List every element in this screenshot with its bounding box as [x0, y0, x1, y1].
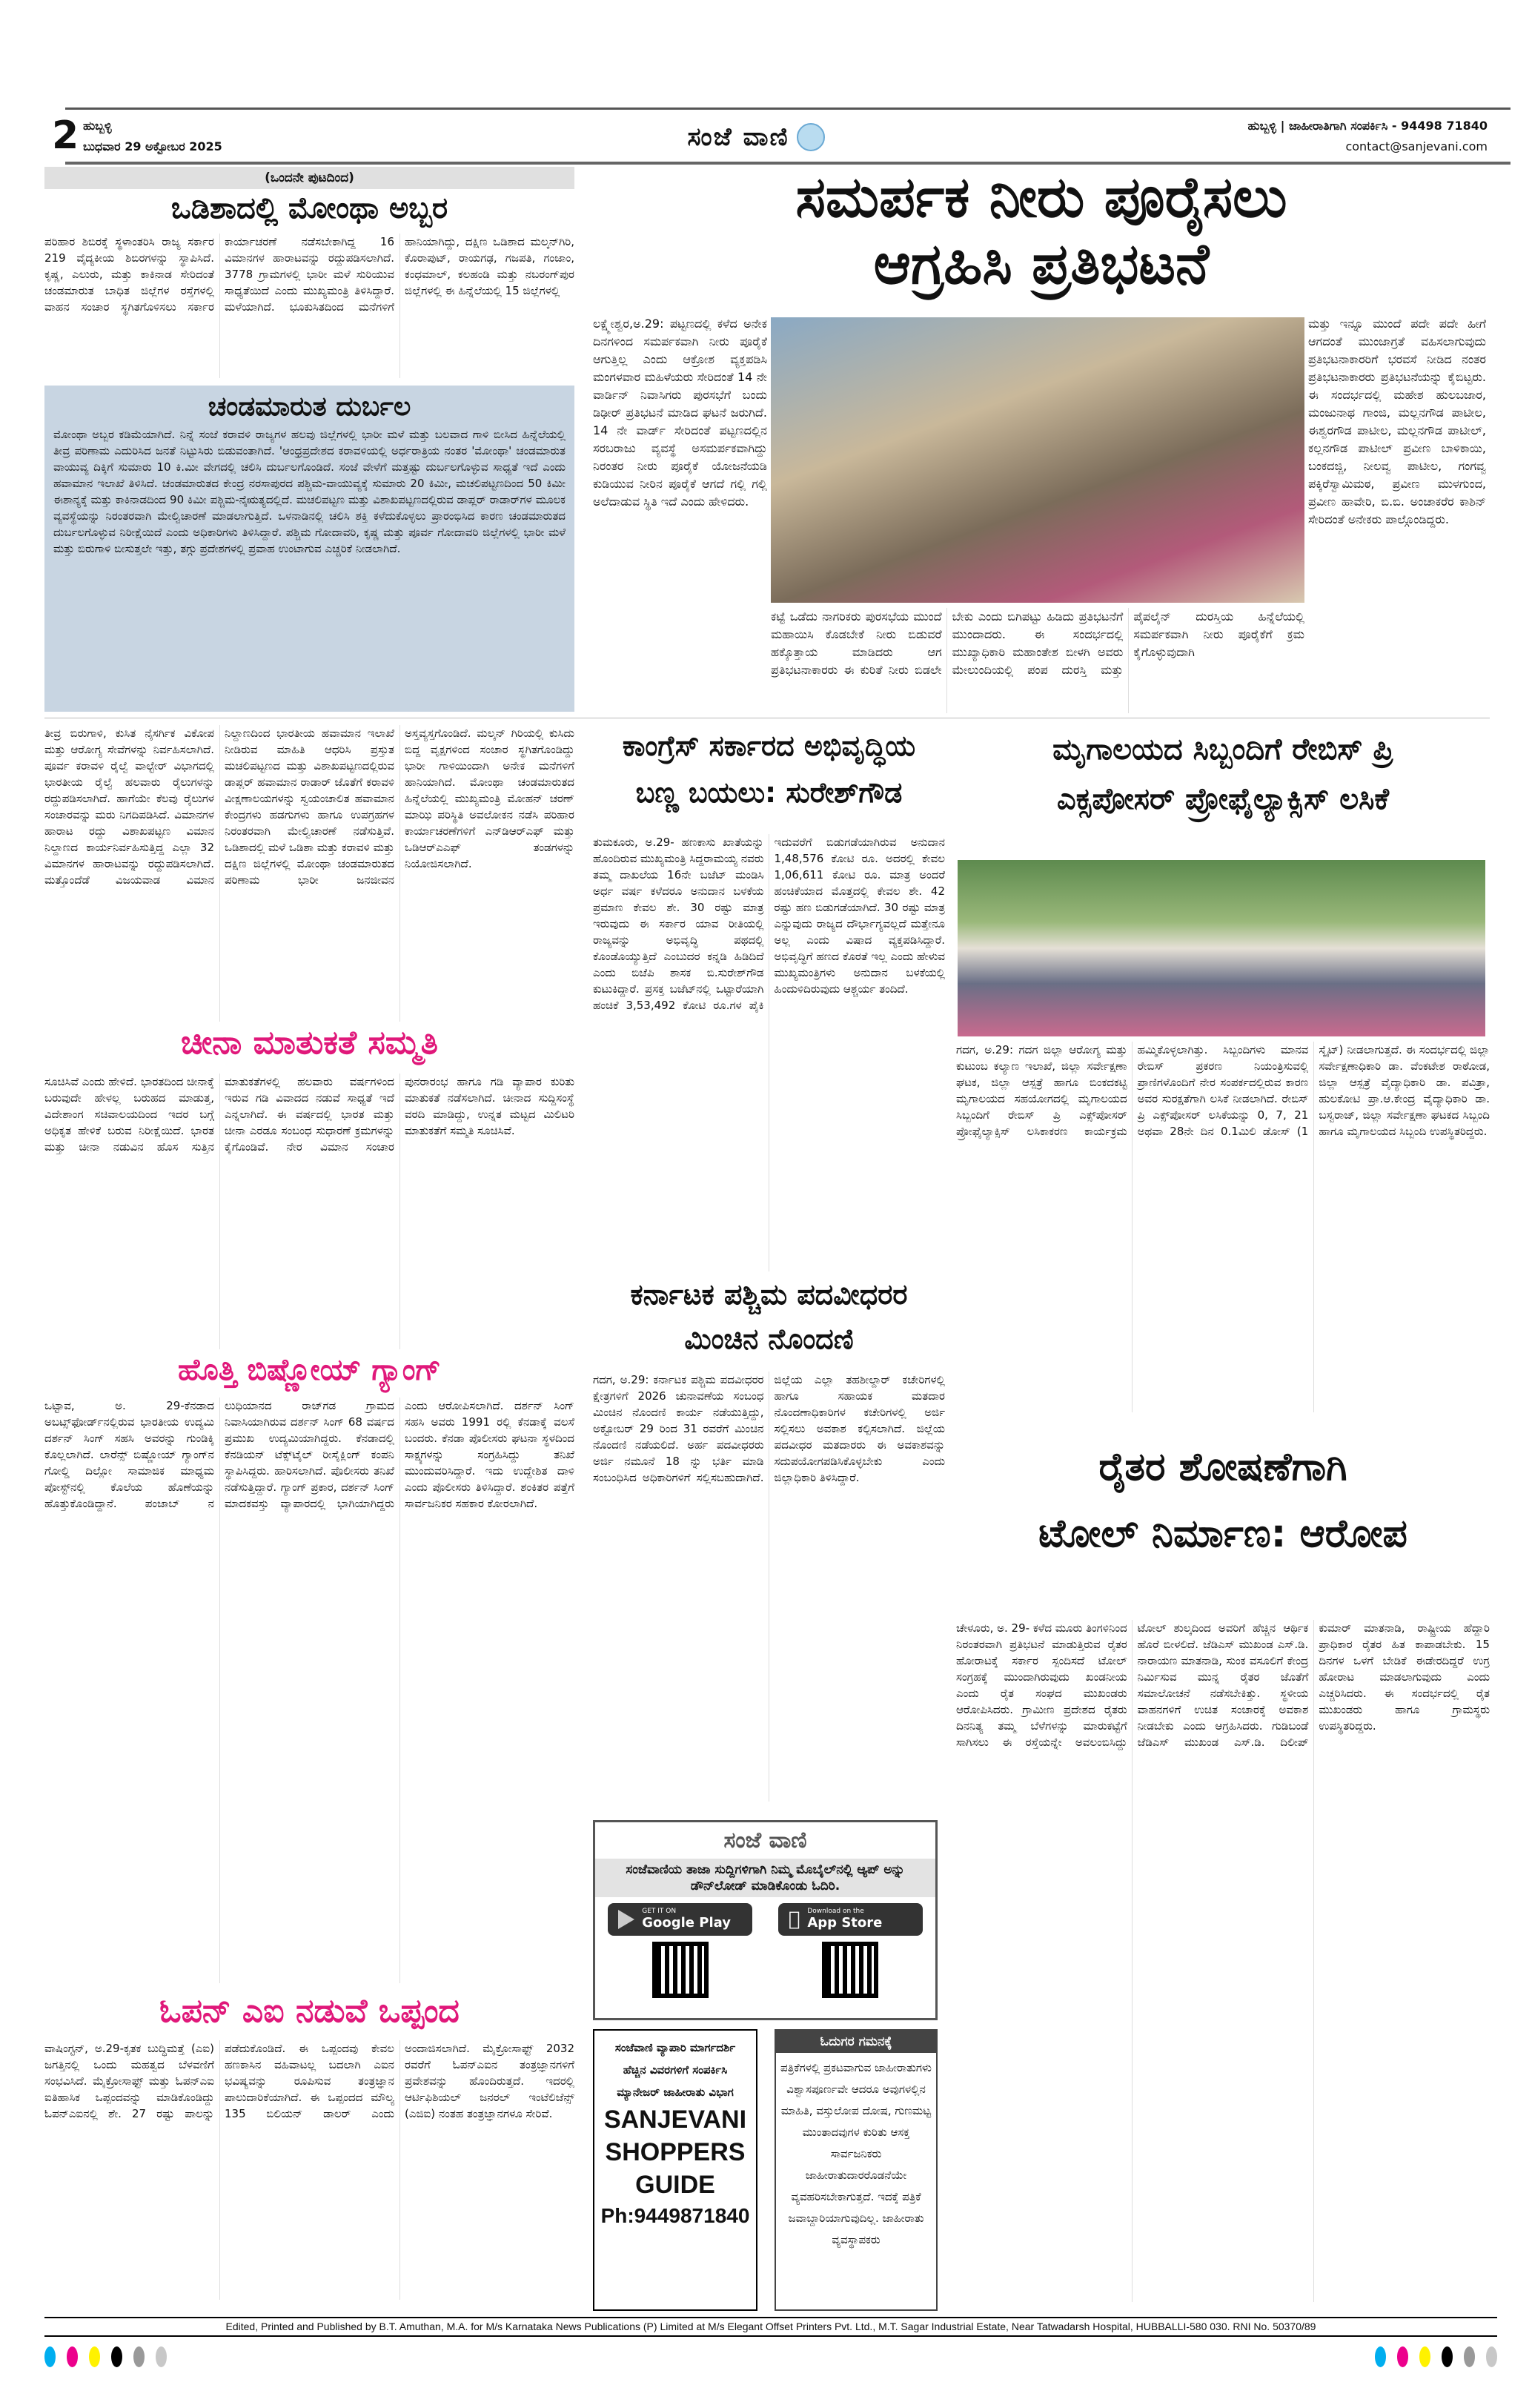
- water-headline-2: ಆಗ್ರಹಿಸಿ ಪ್ರತಿಭಟನೆ: [873, 231, 1210, 297]
- dove-icon: [797, 123, 825, 151]
- cyclone-body: ಮೋಂಥಾ ಅಬ್ಬರ ಕಡಿಮೆಯಾಗಿದೆ. ನಿನ್ನೆ ಸಂಜೆ ಕರಾವಳಿ ರಾಜ್ಯಗಳ ಹಲವು ಜಿಲ್ಲೆಗಳಲ್ಲಿ ಭಾರೀ ಮಳೆ ಮತ್ತು ಬಲವಾದ ಗಾಳಿ ಬೀಸಿದ ಹಿನ್ನೆಲೆಯಲ್ಲಿ ತೀವ್ರ ಪರಿಣಾಮ ಎದುರಿಸಿದ ಜನತೆ ನಿಟ್ಟುಸಿರು ಬಿಡುವಂತಾಗಿದೆ. 'ಆಂಧ್ರಪ್ರದೇಶದ ಕರಾವಳಿಯಲ್ಲಿ ಅರ್ಧರಾತ್ರಿಯ ನಂತರ 'ಮೋಂಥಾ' ಚಂಡಮಾರುತ ವಾಯುವ್ಯ ದಿಕ್ಕಿಗೆ ಸುಮಾರು 10 ಕಿ.ಮೀ ವೇಗದಲ್ಲಿ ಚಲಿಸಿ ದುರ್ಬಲಗೊಂಡಿದೆ. ಸಂಜೆ ವೇಳೆಗೆ ಮತ್ತಷ್ಟು ದುರ್ಬಲಗೊಳ್ಳುವ ಸಾಧ್ಯತೆ ಇದೆ ಎಂದು ಹವಾಮಾನ ಇಲಾಖೆ ತಿಳಿಸಿದೆ. ಚಂಡಮಾರುತದ ಕೇಂದ್ರ ನರಸಾಪುರದ ಪಶ್ಚಿಮ-ವಾಯುವ್ಯಕ್ಕೆ ಸುಮಾರು 20 ಕಿಮೀ, ಮಚಲಿಪಟ್ಟಣದಿಂದ 50 ಕಿಮೀ ಈಶಾನ್ಯಕ್ಕೆ ಮತ್ತು ಕಾಕಿನಾಡದಿಂದ 90 ಕಿಮೀ ಪಶ್ಚಿಮ-ನೈಋತ್ಯದಲ್ಲಿದೆ. ಮಚಲಿಪಟ್ಟಣ ಮತ್ತು ವಿಶಾಖಪಟ್ಟಣದಲ್ಲಿರುವ ಡಾಪ್ಲರ್ ರಾಡಾರ್‌ಗಳ ಮೂಲಕ ವ್ಯವಸ್ಥೆಯನ್ನು ನಿರಂತರವಾಗಿ ಮೇಲ್ವಿಚಾರಣೆ ಮಾಡಲಾಗುತ್ತಿದೆ. ಒಳನಾಡಿನಲ್ಲಿ ಚಲಿಸಿ ಶಕ್ತಿ ಕಳೆದುಕೊಳ್ಳಲು ಪ್ರಾರಂಭಿಸಿದ ಕಾರಣ ಚಂಡಮಾರುತದ ದುರ್ಬಲಗೊಳ್ಳುವ ನಿರೀಕ್ಷೆಯಿದೆ ಎಂದು ಅಧಿಕಾರಿಗಳು ತಿಳಿಸಿದ್ದಾರೆ. ಪಶ್ಚಿಮ ಗೋದಾವರಿ, ಕೃಷ್ಣ ಮತ್ತು ಪೂರ್ವ ಗೋದಾವರಿ ಜಿಲ್ಲೆಗಳಲ್ಲಿ ಭಾರೀ ಮಳೆ ಮತ್ತು ಬಿರುಗಾಳಿ ಬೀಸುತ್ತಲೇ ಇತ್ತು, ತಗ್ಗು ಪ್ರದೇಶಗಳಲ್ಲಿ ಪ್ರವಾಹ ಉಂಟಾಗುವ ಎಚ್ಚರಿಕೆ ನೀಡಲಾಗಿದೆ.: [53, 428, 566, 556]
- shoppers-title-1: SANJEVANI: [603, 2106, 747, 2134]
- apple-icon: [789, 1908, 800, 1931]
- odisha-headline: ಒಡಿಶಾದಲ್ಲಿ ಮೋಂಥಾ ಅಬ್ಬರ: [170, 191, 448, 225]
- masthead-logo: [630, 119, 882, 156]
- graduates-headline-2: ಮಿಂಚಿನ ನೊಂದಣಿ: [684, 1323, 854, 1355]
- cyclone-headline: ಚಂಡಮಾರುತ ದುರ್ಬಲ: [208, 391, 411, 422]
- toll-headline-2: ಟೋಲ್ ನಿರ್ಮಾಣ: ಆರೋಪ: [1038, 1512, 1407, 1556]
- shoppers-title-2: SHOPPERS: [605, 2138, 746, 2166]
- header-contact: ಹುಬ್ಬಳ್ಳಿ | ಜಾಹೀರಾತಿಗಾಗಿ ಸಂಪರ್ಕಿಸಿ - 94498 71840: [1247, 119, 1488, 133]
- rabies-body: ಗದಗ, ಅ.29: ಗದಗ ಜಿಲ್ಲಾ ಆರೋಗ್ಯ ಮತ್ತು ಕುಟುಂಬ ಕಲ್ಯಾಣ ಇಲಾಖೆ, ಜಿಲ್ಲಾ ಸರ್ವೇಕ್ಷಣಾ ಘಟಕ, ಜಿಲ್ಲಾ ಆಸ್ಪತ್ರೆ ಹಾಗೂ ಬಿಂಕದಕಟ್ಟಿ ಮೃಗಾಲಯದ ಸಹಯೋಗದಲ್ಲಿ ಮೃಗಾಲಯದ ಸಿಬ್ಬಂದಿಗೆ ರೇಬಿಸ್ ಪ್ರಿ ಎಕ್ಸ್‌ಪೋಸರ್ ಪ್ರೋಫೈಲ್ಯಾಕ್ಸಿಸ್ ಲಸಿಕಾಕರಣ ಕಾರ್ಯಕ್ರಮ ಹಮ್ಮಿಕೊಳ್ಳಲಾಗಿತ್ತು. ಸಿಬ್ಬಂದಿಗಳು ಮಾನವ ರೇಬಿಸ್ ಪ್ರಕರಣ ನಿಯಂತ್ರಿಸುವಲ್ಲಿ ಪ್ರಾಣಿಗಳೊಂದಿಗೆ ನೇರ ಸಂಪರ್ಕದಲ್ಲಿರುವ ಕಾರಣ ಅವರ ಸುರಕ್ಷತೆಗಾಗಿ ಲಸಿಕೆ ನೀಡಲಾಗಿದೆ. ರೇಬಿಸ್ ಪ್ರಿ ಎಕ್ಸ್‌ಪೋಸರ್ ಲಸಿಕೆಯನ್ನು 0, 7, 21 ಅಥವಾ 28ನೇ ದಿನ 0.1ಮಿಲಿ ಡೋಸ್ (1 ಸ್ಕೈಟ್) ನೀಡಲಾಗುತ್ತದೆ. ಈ ಸಂದರ್ಭದಲ್ಲಿ ಜಿಲ್ಲಾ ಸರ್ವೇಕ್ಷಣಾಧಿಕಾರಿ ಡಾ. ವೆಂಕಟೇಶ ರಾಠೋಡ, ಜಿಲ್ಲಾ ಆಸ್ಪತ್ರೆ ವೈದ್ಯಾಧಿಕಾರಿ ಡಾ. ಪವಿತ್ರಾ, ಹುಲಕೋಟಿ ಪ್ರಾ.ಆ.ಕೇಂದ್ರ ವೈದ್ಯಾಧಿಕಾರಿ ಡಾ. ಬಸ್ವರಾಜ್, ಜಿಲ್ಲಾ ಸರ್ವೇಕ್ಷಣಾ ಘಟಕದ ಸಿಬ್ಬಂದಿ ಹಾಗೂ ಮೃಗಾಲಯದ ಸಿಬ್ಬಂದಿ ಉಪಸ್ಥಿತರಿದ್ದರು.: [956, 1043, 1490, 1138]
- header-city: ಹುಬ್ಬಳ್ಳಿ: [83, 119, 112, 133]
- app-store-small: Download on the: [795, 1908, 853, 1915]
- google-play-badge[interactable]: [608, 1903, 752, 1936]
- header-date: ಬುಧವಾರ 29 ಅಕ್ಟೋಬರ 2025: [83, 139, 222, 153]
- app-ad-text: ಸಂಜೆವಾಣಿಯ ತಾಜಾ ಸುದ್ದಿಗಳಿಗಾಗಿ ನಿಮ್ಮ ಮೊಬೈಲ್‌ನಲ್ಲಿ ಆ್ಯಪ್ ಅನ್ನು ಡೌನ್‌ಲೋಡ್ ಮಾಡಿಕೊಂಡು ಓದಿರಿ.: [595, 1859, 935, 1897]
- shoppers-title-3: GUIDE: [635, 2171, 715, 2199]
- shoppers-line-2: ಹೆಚ್ಚಿನ ವಿವರಗಳಿಗೆ ಸಂಪರ್ಕಿಸಿ: [623, 2063, 728, 2077]
- graduates-body: ಗದಗ, ಅ.29: ಕರ್ನಾಟಕ ಪಶ್ಚಿಮ ಪದವೀಧರರ ಕ್ಷೇತ್ರಗಳಿಗೆ 2026 ಚುನಾವಣೆಯ ಸಂಬಂಧ ಮಿಂಚಿನ ನೊಂದಣಿ ಕಾರ್ಯ ನಡೆಯುತ್ತಿದ್ದು, ಅಕ್ಟೋಬರ್ 29 ರಿಂದ 31 ರವರೆಗೆ ಮಿಂಚಿನ ನೊಂದಣಿ ನಡೆಯಲಿದೆ. ಅರ್ಹ ಪದವೀಧರರು ಅರ್ಜಿ ನಮೂನೆ 18 ನ್ನು ಭರ್ತಿ ಮಾಡಿ ಸಂಬಂಧಿಸಿದ ಅಧಿಕಾರಿಗಳಿಗೆ ಸಲ್ಲಿಸಬಹುದಾಗಿದೆ. ಜಿಲ್ಲೆಯ ಎಲ್ಲಾ ತಹಶೀಲ್ದಾರ್ ಕಚೇರಿಗಳಲ್ಲಿ ಹಾಗೂ ಸಹಾಯಕ ಮತದಾರ ನೊಂದಣಾಧಿಕಾರಿಗಳ ಕಚೇರಿಗಳಲ್ಲಿ ಅರ್ಜಿ ಸಲ್ಲಿಸಲು ಅವಕಾಶ ಕಲ್ಪಿಸಲಾಗಿದೆ. ಜಿಲ್ಲೆಯ ಪದವೀಧರ ಮತದಾರರು ಈ ಅವಕಾಶವನ್ನು ಸದುಪಯೋಗಪಡಿಸಿಕೊಳ್ಳಬೇಕು ಎಂದು ಜಿಲ್ಲಾಧಿಕಾರಿ ತಿಳಿಸಿದ್ದಾರೆ.: [593, 1373, 945, 1484]
- app-store-big: App Store: [795, 1915, 871, 1931]
- odisha-body: ಪರಿಹಾರ ಶಿಬಿರಕ್ಕೆ ಸ್ಥಳಾಂತರಿಸಿ ರಾಜ್ಯ ಸರ್ಕಾರ 219 ವೈದ್ಯಕೀಯ ಶಿಬಿರಗಳನ್ನು ಸ್ಥಾಪಿಸಿದೆ. ಕೃಷ್ಣ, ಎಲುರು, ಮತ್ತು ಕಾಕಿನಾಡ ಸೇರಿದಂತೆ ಚಂಡಮಾರುತ ಬಾಧಿತ ಜಿಲ್ಲೆಗಳ ರಸ್ತೆಗಳಲ್ಲಿ ವಾಹನ ಸಂಚಾರ ಸ್ಥಗಿತಗೊಳಿಸಲು ಸರ್ಕಾರ ಕಾರ್ಯಾಚರಣೆ ನಡೆಸಬೇಕಾಗಿದ್ದ 16 ವಿಮಾನಗಳ ಹಾರಾಟವನ್ನು ರದ್ದುಪಡಿಸಲಾಗಿದೆ. 3778 ಗ್ರಾಮಗಳಲ್ಲಿ ಭಾರೀ ಮಳೆ ಸುರಿಯುವ ಸಾಧ್ಯತೆಯಿದೆ ಎಂದು ಮುಖ್ಯಮಂತ್ರಿ ತಿಳಿಸಿದ್ದಾರೆ. ಮಳೆಯಾಗಿದೆ. ಭೂಕುಸಿತದಿಂದ ಮನೆಗಳಿಗೆ ಹಾನಿಯಾಗಿದ್ದು, ದಕ್ಷಿಣ ಒಡಿಶಾದ ಮಲ್ಕನ್‌ಗಿರಿ, ಕೊರಾಪುಟ್, ರಾಯಗಢ, ಗಜಪತಿ, ಗಂಜಾಂ, ಕಂಧಮಾಲ್, ಕಲಹಂಡಿ ಮತ್ತು ನಬರಂಗ್‌ಪುರ ಜಿಲ್ಲೆಗಳಲ್ಲಿ ಈ ಹಿನ್ನೆಲೆಯಲ್ಲಿ 15 ಜಿಲ್ಲೆಗಳಲ್ಲಿ: [44, 235, 574, 314]
- openai-headline: ಓಪನ್ ಎಐ ನಡುವೆ ಒಪ್ಪಂದ: [159, 1992, 460, 2030]
- cyclone-continued-body: ತೀವ್ರ ಬಿರುಗಾಳಿ, ಕುಸಿತ ನೈಸರ್ಗಿಕ ವಿಕೋಪ ಮತ್ತು ಆರೋಗ್ಯ ಸೇವೆಗಳನ್ನು ನಿರ್ವಹಿಸಲಾಗಿದೆ. ಪೂರ್ವ ಕರಾವಳಿ ರೈಲ್ವೆ ವಾಲ್ಟೇರ್ ವಿಭಾಗದಲ್ಲಿ ಭಾರತೀಯ ರೈಲ್ವೆ ಹಲವಾರು ರೈಲುಗಳನ್ನು ರದ್ದುಪಡಿಸಲಾಗಿದೆ. ಹಾಗೆಯೇ ಕೆಲವು ರೈಲುಗಳ ಸಂಚಾರವನ್ನು ಮರು ನಿಗದಿಪಡಿಸಿದೆ. ವಿಮಾನಗಳ ಹಾರಾಟ ರದ್ದು ವಿಶಾಖಪಟ್ಟಣ ವಿಮಾನ ನಿಲ್ದಾಣದ ಕಾರ್ಯನಿರ್ವಹಿಸುತ್ತಿದ್ದ ಎಲ್ಲಾ 32 ವಿಮಾನಗಳ ಹಾರಾಟವನ್ನು ರದ್ದುಪಡಿಸಲಾಗಿದೆ. ಮತ್ತೊಂದೆಡೆ ವಿಜಯವಾಡ ವಿಮಾನ ನಿಲ್ದಾಣದಿಂದ ಭಾರತೀಯ ಹವಾಮಾನ ಇಲಾಖೆ ನೀಡಿರುವ ಮಾಹಿತಿ ಆಧರಿಸಿ ಪ್ರಸ್ತುತ ಮಚಲಿಪಟ್ಟಣದ ಮತ್ತು ವಿಶಾಖಪಟ್ಟಣದಲ್ಲಿರುವ ಡಾಪ್ಲರ್ ಹವಾಮಾನ ರಾಡಾರ್ ಜೊತೆಗೆ ಕರಾವಳಿ ವೀಕ್ಷಣಾಲಯಗಳನ್ನು ಸ್ವಯಂಚಾಲಿತ ಹವಾಮಾನ ಕೇಂದ್ರಗಳು ಹಡಗುಗಳು ಹಾಗೂ ಉಪಗ್ರಹಗಳ ನಿರಂತರವಾಗಿ ಮೇಲ್ವಿಚಾರಣೆ ನಡೆಸುತ್ತಿವೆ. ಒಡಿಶಾದಲ್ಲಿ ಮಳೆ ಒಡಿಶಾ ಮತ್ತು ಕರಾವಳಿ ಮತ್ತು ದಕ್ಷಿಣ ಜಿಲ್ಲೆಗಳಲ್ಲಿ ಮೋಂಥಾ ಚಂಡಮಾರುತದ ಪರಿಣಾಮ ಭಾರೀ ಜನಜೀವನ ಅಸ್ತವ್ಯಸ್ತಗೊಂಡಿದೆ. ಮಲ್ಕನ್ ಗಿರಿಯಲ್ಲಿ ಕುಸಿದು ಬಿದ್ದ ವೃಕ್ಷಗಳಿಂದ ಸಂಚಾರ ಸ್ಥಗಿತಗೊಂಡಿದ್ದು ಭಾರೀ ಗಾಳಿಯಿಂದಾಗಿ ಅನೇಕ ಮನೆಗಳಿಗೆ ಹಾನಿಯಾಗಿದೆ. ಮೋಂಥಾ ಚಂಡಮಾರುತದ ಹಿನ್ನೆಲೆಯಲ್ಲಿ ಮುಖ್ಯಮಂತ್ರಿ ಮೋಹನ್ ಚರಣ್ ಮಾಝಿ ಪರಿಸ್ಥಿತಿ ಅವಲೋಕನ ನಡೆಸಿ ಪರಿಹಾರ ಕಾರ್ಯಾಚರಣೆಗಳಿಗೆ ಎನ್‌ಡಿಆರ್‌ಎಫ್ ಮತ್ತು ಒಡಿಆರ್‌ಎಎಫ್ ತಂಡಗಳನ್ನು ನಿಯೋಜಿಸಲಾಗಿದೆ.: [44, 727, 574, 887]
- footer-imprint: Edited, Printed and Published by B.T. Amuthan, M.A. for M/s Karnataka News Publications (P) Limited at M/s Elegant Offset Printers Pvt. Ltd., M.T. Sagar Industrial Estate, Near Tatwadarsh Hospital, HUBBALLI-580 030. RNI No. 50370/89: [225, 2321, 1316, 2332]
- graduates-headline-1: ಕರ್ನಾಟಕ ಪಶ್ಚಿಮ ಪದವೀಧರರ: [630, 1278, 908, 1311]
- shoppers-line-3: ಮ್ಯಾನೇಜರ್ ಜಾಹೀರಾತು ವಿಭಾಗ: [617, 2086, 734, 2099]
- water-headline-1: ಸಮರ್ಪಕ ನೀರು ಪೂರೈಸಲು: [795, 164, 1287, 230]
- toll-headline-1: ರೈತರ ಶೋಷಣೆಗಾಗಿ: [1098, 1445, 1347, 1489]
- play-icon: [618, 1910, 634, 1929]
- shoppers-line-1: ಸಂಜೆವಾಣಿ ವ್ಯಾಪಾರಿ ಮಾರ್ಗದರ್ಶಿ: [614, 2041, 736, 2054]
- water-caption: ಕಟ್ಟೆ ಒಡೆದು ನಾಗರಿಕರು ಪುರಸಭೆಯ ಮುಂದೆ ಮಹಾಯಿಸಿ ಕೊಡಬೇಕೆ ನೀರು ಬಿಡುವರೆ ಹಕ್ಕೊತ್ತಾಯ ಮಾಡಿದರು ಆಗ ಪ್ರತಿಭಟನಾಕಾರರು ಈ ಕುರಿತೆ ನೀರು ಬಿಡಲೇ ಬೇಕು ಎಂದು ಬಿಗಿಪಟ್ಟು ಹಿಡಿದು ಪ್ರತಿಭಟನೆಗೆ ಮುಂದಾದರು. ಈ ಸಂದರ್ಭದಲ್ಲಿ ಮುಖ್ಯಾಧಿಕಾರಿ ಮಹಾಂತೇಶ ಬೀಳಗಿ ಅವರು ಮೇಲುಂದಿಯಲ್ಲಿ ಪಂಪ ದುರಸ್ತಿ ಮತ್ತು ಪೈಪಲೈನ್ ದುರಸ್ತಿಯ ಹಿನ್ನೆಲೆಯಲ್ಲಿ ಸಮರ್ಪಕವಾಗಿ ನೀರು ಪೂರೈಕೆಗೆ ಕ್ರಮ ಕೈಗೊಳ್ಳುವುದಾಗಿ: [771, 609, 1304, 677]
- rabies-headline-1: ಮೃಗಾಲಯದ ಸಿಬ್ಬಂದಿಗೆ ರೇಬಿಸ್ ಪ್ರಿ: [1052, 732, 1393, 767]
- google-play-qr-code: [652, 1942, 709, 1998]
- cyclone-box: [44, 386, 574, 712]
- zoo-vaccination-photo: [958, 860, 1485, 1036]
- readers-notice: [775, 2029, 938, 2311]
- congress-body: ತುಮಕೂರು, ಅ.29- ಹಣಕಾಸು ಖಾತೆಯನ್ನು ಹೊಂದಿರುವ ಮುಖ್ಯಮಂತ್ರಿ ಸಿದ್ದರಾಮಯ್ಯ ನವರು ತಮ್ಮ ದಾಖಲೆಯ 16ನೇ ಬಜೆಟ್ ಮಂಡಿಸಿ ಅರ್ಧ ವರ್ಷ ಕಳೆದರೂ ಅನುದಾನ ಬಳಕೆಯ ಪ್ರಮಾಣ ಕೇವಲ ಶೇ. 30 ರಷ್ಟು ಮಾತ್ರ ಇರುವುದು ಈ ಸರ್ಕಾರ ಯಾವ ರೀತಿಯಲ್ಲಿ ರಾಜ್ಯವನ್ನು ಅಭಿವೃದ್ಧಿ ಪಥದಲ್ಲಿ ಕೊಂಡೊಯ್ಯುತ್ತಿದೆ ಎಂಬುದರ ಕನ್ನಡಿ ಹಿಡಿದಿದೆ ಎಂದು ಬಿಜೆಪಿ ಶಾಸಕ ಬಿ.ಸುರೇಶ್‌ಗೌಡ ಕುಟುಕಿದ್ದಾರೆ. ಪ್ರಸಕ್ತ ಬಜೆಟ್‌ನಲ್ಲಿ ಒಟ್ಟಾರೆಯಾಗಿ ಹಂಚಿಕೆ 3,53,492 ಕೋಟಿ ರೂ.ಗಳ ಪೈಕಿ ಇದುವರೆಗೆ ಬಿಡುಗಡೆಯಾಗಿರುವ ಅನುದಾನ 1,48,576 ಕೋಟಿ ರೂ. ಅದರಲ್ಲಿ ಕೇವಲ 1,06,611 ಕೋಟಿ ರೂ. ಮಾತ್ರ ಅಂದರೆ ಹಂಚಿಕೆಯಾದ ಮೊತ್ತದಲ್ಲಿ ಕೇವಲ ಶೇ. 42 ರಷ್ಟು ಹಣ ಬಿಡುಗಡೆಯಾಗಿದೆ. 30 ರಷ್ಟು ಮಾತ್ರ ಎನ್ನುವುದು ರಾಜ್ಯದ ದೌರ್ಭಾಗ್ಯವಲ್ಲದೆ ಮತ್ತೇನೂ ಅಲ್ಲ ಎಂದು ವಿಷಾದ ವ್ಯಕ್ತಪಡಿಸಿದ್ದಾರೆ. ಅಭಿವೃದ್ಧಿಗೆ ಹಣದ ಕೊರತೆ ಇಲ್ಲ ಎಂದು ಹೇಳುವ ಮುಖ್ಯಮಂತ್ರಿಗಳು ಅನುದಾನ ಬಳಕೆಯಲ್ಲಿ ಹಿಂದುಳಿದಿರುವುದು ಆಶ್ಚರ್ಯ ತಂದಿದೆ.: [593, 836, 945, 1012]
- readers-notice-body: ಪತ್ರಿಕೆಗಳಲ್ಲಿ ಪ್ರಕಟವಾಗುವ ಜಾಹೀರಾತುಗಳು ವಿಶ್ವಾಸಪೂರ್ಣವೇ ಆದರೂ ಅವುಗಳಲ್ಲಿನ ಮಾಹಿತಿ, ವಸ್ತುಲೋಪ ದೋಷ, ಗುಣಮಟ್ಟ ಮುಂತಾದವುಗಳ ಕುರಿತು ಆಸಕ್ತ ಸಾರ್ವಜನಿಕರು ಜಾಹೀರಾತುದಾರರೊಡನೆಯೇ ವ್ಯವಹರಿಸಬೇಕಾಗುತ್ತದೆ. ಇದಕ್ಕೆ ಪತ್ರಿಕೆ ಜವಾಬ್ದಾರಿಯಾಗುವುದಿಲ್ಲ. ಜಾಹೀರಾತು ವ್ಯವಸ್ಥಾಪಕರು: [780, 2061, 932, 2246]
- app-download-ad: [593, 1820, 938, 2020]
- congress-headline-1: ಕಾಂಗ್ರೆಸ್ ಸರ್ಕಾರದ ಅಭಿವೃದ್ಧಿಯ: [622, 730, 916, 762]
- bishnoi-body: ಒಟ್ಟಾವ, ಅ. 29-ಕೆನಡಾದ ಅಬಟ್ಸ್‌ಫೋರ್ಡ್‌ನಲ್ಲಿರುವ ಭಾರತೀಯ ಉದ್ಯಮಿ ದರ್ಶನ್ ಸಿಂಗ್ ಸಹಸಿ ಅವರನ್ನು ಗುಂಡಿಕ್ಕಿ ಕೊಲ್ಲಲಾಗಿದೆ. ಲಾರೆನ್ಸ್ ಬಿಷ್ಣೋಯ್ ಗ್ಯಾಂಗ್‌ನ ಗೋಲ್ಡಿ ದಿಲ್ಲೋ ಸಾಮಾಜಿಕ ಮಾಧ್ಯಮ ಪೋಸ್ಟ್‌ನಲ್ಲಿ ಕೊಲೆಯ ಹೊಣೆಯನ್ನು ಹೊತ್ತುಕೊಂಡಿದ್ದಾನೆ. ಪಂಜಾಬ್ ನ ಲುಧಿಯಾನದ ರಾಜ್‌ಗಡ ಗ್ರಾಮದ ನಿವಾಸಿಯಾಗಿರುವ ದರ್ಶನ್ ಸಿಂಗ್ 68 ವರ್ಷದ ಪ್ರಮುಖ ಉದ್ಯಮಿಯಾಗಿದ್ದರು. ಕೆನಡಾದಲ್ಲಿ ಕೆನಡಿಯನ್ ಟೆಕ್ಸ್‌ಟೈಲ್ ರೀಸೈಕ್ಲಿಂಗ್ ಕಂಪನಿ ಸ್ಥಾಪಿಸಿದ್ದರು. ಹಾರಿಸಲಾಗಿದೆ. ಪೊಲೀಸರು ತನಿಖೆ ನಡೆಸುತ್ತಿದ್ದಾರೆ. ಗ್ಯಾಂಗ್ ಪ್ರಕಾರ, ದರ್ಶನ್ ಸಿಂಗ್ ಮಾದಕವಸ್ತು ವ್ಯಾಪಾರದಲ್ಲಿ ಭಾಗಿಯಾಗಿದ್ದರು ಎಂದು ಆರೋಪಿಸಲಾಗಿದೆ. ದರ್ಶನ್ ಸಿಂಗ್ ಸಹಸಿ ಅವರು 1991 ರಲ್ಲಿ ಕೆನಡಾಕ್ಕೆ ವಲಸೆ ಬಂದರು. ಕೆನಡಾ ಪೊಲೀಸರು ಘಟನಾ ಸ್ಥಳದಿಂದ ಸಾಕ್ಷ್ಯಗಳನ್ನು ಸಂಗ್ರಹಿಸಿದ್ದು ತನಿಖೆ ಮುಂದುವರಿಸಿದ್ದಾರೆ. ಇದು ಉದ್ದೇಶಿತ ದಾಳಿ ಎಂದು ಪೊಲೀಸರು ತಿಳಿಸಿದ್ದಾರೆ. ಶಂಕಿತರ ಪತ್ತೆಗೆ ಸಾರ್ವಜನಿಕರ ಸಹಕಾರ ಕೋರಲಾಗಿದೆ.: [44, 1399, 574, 1510]
- masthead-text: ಸಂಜೆ ವಾಣಿ: [687, 122, 789, 152]
- continued-label: (ಒಂದನೇ ಪುಟದಿಂದ): [44, 167, 574, 189]
- china-headline: ಚೀನಾ ಮಾತುಕತೆ ಸಮ್ಮತಿ: [181, 1024, 438, 1062]
- openai-body: ವಾಷಿಂಗ್ಟನ್, ಅ.29-ಕೃತಕ ಬುದ್ಧಿಮತ್ತೆ (ಎಐ) ಜಗತ್ತಿನಲ್ಲಿ ಒಂದು ಮಹತ್ವದ ಬೆಳವಣಿಗೆ ಸಂಭವಿಸಿದೆ. ಮೈಕ್ರೋಸಾಫ್ಟ್ ಮತ್ತು ಓಪನ್‌ಎಐ ಐತಿಹಾಸಿಕ ಒಪ್ಪಂದವನ್ನು ಮಾಡಿಕೊಂಡಿದ್ದು ಓಪನ್‌ಎಐನಲ್ಲಿ ಶೇ. 27 ರಷ್ಟು ಪಾಲನ್ನು ಪಡೆದುಕೊಂಡಿದೆ. ಈ ಒಪ್ಪಂದವು ಕೇವಲ ಹಣಕಾಸಿನ ವಹಿವಾಟಲ್ಲ ಬದಲಾಗಿ ಎಐನ ಭವಿಷ್ಯವನ್ನು ರೂಪಿಸುವ ತಂತ್ರಜ್ಞಾನ ಪಾಲುದಾರಿಕೆಯಾಗಿದೆ. ಈ ಒಪ್ಪಂದದ ಮೌಲ್ಯ 135 ಬಿಲಿಯನ್ ಡಾಲರ್ ಎಂದು ಅಂದಾಜಿಸಲಾಗಿದೆ. ಮೈಕ್ರೋಸಾಫ್ಟ್ 2032 ರವರೆಗೆ ಓಪನ್‌ಎಐನ ತಂತ್ರಜ್ಞಾನಗಳಿಗೆ ಪ್ರವೇಶವನ್ನು ಹೊಂದಿರುತ್ತದೆ. ಇದರಲ್ಲಿ ಆರ್ಟಿಫಿಶಿಯಲ್ ಜನರಲ್ ಇಂಟೆಲಿಜೆನ್ಸ್ (ಎಜಿಐ) ನಂತಹ ತಂತ್ರಜ್ಞಾನಗಳೂ ಸೇರಿವೆ.: [44, 2042, 574, 2120]
- bishnoi-headline: ಹೊತ್ತಿ ಬಿಷ್ಣೋಯ್ ಗ್ಯಾಂಗ್: [177, 1353, 442, 1387]
- water-body-right: ಮತ್ತು ಇನ್ನೂ ಮುಂದೆ ಪದೇ ಪದೇ ಹೀಗೆ ಆಗದಂತೆ ಮುಂಜಾಗ್ರತೆ ವಹಿಸಲಾಗುವುದು ಪ್ರತಿಭಟನಾಕಾರರಿಗೆ ಭರವಸೆ ನೀಡಿದ ನಂತರ ಪ್ರತಿಭಟನಾಕಾರರು ಪ್ರತಿಭಟನೆಯನ್ನು ಕೈಬಿಟ್ಟರು. ಈ ಸಂದರ್ಭದಲ್ಲಿ ಮಹೇಶ ಹುಲಬಜಾರ, ಮಂಜುನಾಥ ಗಾಂಜಿ, ಮಲ್ಲನಗೌಡ ಪಾಟೀಲ, ಈಶ್ವರಗೌಡ ಪಾಟೀಲ, ಮಲ್ಲನಗೌಡ ಪಾಟೀಲ್, ಕಲ್ಲನಗೌಡ ಪಾಟೀಲ್ ಪ್ರವೀಣ ಬಾಳಿಕಾಯಿ, ಬಂಕದಜ್ಜಿ, ನೀಲವ್ವ ಪಾಟೀಲ, ಗಂಗವ್ವ ಪಕ್ಕಿರೆಸ್ವಾಮಿಮಠ, ಪ್ರವೀಣ ಮುಳಗುಂದ, ಪ್ರವೀಣ ಹಾವೇರಿ, ಬಿ.ಬಿ. ಅಂಚಾಕರೆರ ಕಾಶಿನ್ ಸೇರಿದಂತೆ ಅನೇಕರು ಪಾಲ್ಗೊಂಡಿದ್ದರು.: [1308, 317, 1486, 526]
- shoppers-guide-ad: [593, 2029, 757, 2311]
- china-body: ಸೂಚಿಸಿವೆ ಎಂದು ಹೇಳಿದೆ. ಭಾರತದಿಂದ ಚೀನಾಕ್ಕೆ ಬರುವುದೇ ಹೇಳಲ್ಲ ಬರುಹದ ಮಾಡುತ್ತ, ವಿದೇಶಾಂಗ ಸಚಿವಾಲಯದಿಂದ ಇದರ ಬಗ್ಗೆ ಅಧಿಕೃತ ಹೇಳಿಕೆ ಬರುವ ನಿರೀಕ್ಷೆಯಿದೆ. ಭಾರತ ಮತ್ತು ಚೀನಾ ನಡುವಿನ ಹೊಸ ಸುತ್ತಿನ ಮಾತುಕತೆಗಳಲ್ಲಿ ಹಲವಾರು ವರ್ಷಗಳಿಂದ ಇರುವ ಗಡಿ ವಿವಾದದ ನಡುವೆ ಸಾಧ್ಯತೆ ಇದೆ ಎನ್ನಲಾಗಿದೆ. ಈ ವರ್ಷದಲ್ಲಿ ಭಾರತ ಮತ್ತು ಚೀನಾ ಎರಡೂ ಸಂಬಂಧ ಸುಧಾರಣೆ ಕ್ರಮಗಳನ್ನು ಕೈಗೊಂಡಿವೆ. ನೇರ ವಿಮಾನ ಸಂಚಾರ ಪುನರಾರಂಭ ಹಾಗೂ ಗಡಿ ವ್ಯಾಪಾರ ಕುರಿತು ಮಾತುಕತೆ ನಡೆಸಲಾಗಿದೆ. ಚೀನಾದ ಸುದ್ದಿಸಂಸ್ಥೆ ವರದಿ ಮಾಡಿದ್ದು, ಉನ್ನತ ಮಟ್ಟದ ಮಿಲಿಟರಿ ಮಾತುಕತೆಗೆ ಸಮ್ಮತಿ ಸೂಚಿಸಿವೆ.: [44, 1075, 574, 1154]
- app-ad-logo: ಸಂಜೆ ವಾಣಿ: [723, 1828, 807, 1853]
- page-number: 2: [52, 113, 79, 158]
- congress-headline-2: ಬಣ್ಣ ಬಯಲು: ಸುರೇಶ್‌ಗೌಡ: [635, 776, 903, 809]
- app-store-qr-code: [822, 1942, 878, 1998]
- readers-notice-title: ಓದುಗರ ಗಮನಕ್ಕೆ: [776, 2031, 936, 2053]
- google-play-small: GET IT ON: [642, 1908, 677, 1915]
- shoppers-phone: Ph:9449871840: [600, 2204, 750, 2227]
- toll-body: ಚೇಳೂರು, ಅ. 29- ಕಳೆದ ಮೂರು ತಿಂಗಳಿನಿಂದ ನಿರಂತರವಾಗಿ ಪ್ರತಿಭಟನೆ ಮಾಡುತ್ತಿರುವ ರೈತರ ಹೋರಾಟಕ್ಕೆ ಸರ್ಕಾರ ಸ್ಪಂದಿಸದೆ ಟೋಲ್ ಸಂಗ್ರಹಕ್ಕೆ ಮುಂದಾಗಿರುವುದು ಖಂಡನೀಯ ಎಂದು ರೈತ ಸಂಘದ ಮುಖಂಡರು ಆರೋಪಿಸಿದರು. ಗ್ರಾಮೀಣ ಪ್ರದೇಶದ ರೈತರು ದಿನನಿತ್ಯ ತಮ್ಮ ಬೆಳೆಗಳನ್ನು ಮಾರುಕಟ್ಟೆಗೆ ಸಾಗಿಸಲು ಈ ರಸ್ತೆಯನ್ನೇ ಅವಲಂಬಿಸಿದ್ದು ಟೋಲ್ ಶುಲ್ಕದಿಂದ ಅವರಿಗೆ ಹೆಚ್ಚಿನ ಆರ್ಥಿಕ ಹೊರೆ ಬೀಳಲಿದೆ. ಜೆಡಿಎಸ್ ಮುಖಂಡ ಎಸ್.ಡಿ. ನಾರಾಯಣ ಮಾತನಾಡಿ, ಸುಂಕ ವಸೂಲಿಗೆ ಕೇಂದ್ರ ನಿರ್ಮಿಸುವ ಮುನ್ನ ರೈತರ ಜೊತೆಗೆ ಸಮಾಲೋಚನೆ ನಡೆಸಬೇಕಿತ್ತು. ಸ್ಥಳೀಯ ವಾಹನಗಳಿಗೆ ಉಚಿತ ಸಂಚಾರಕ್ಕೆ ಅವಕಾಶ ನೀಡಬೇಕು ಎಂದು ಆಗ್ರಹಿಸಿದರು. ಗುಡಿಬಂಡೆ ಜೆಡಿಎಸ್ ಮುಖಂಡ ಎಸ್.ಡಿ. ದಿಲೀಪ್ ಕುಮಾರ್ ಮಾತನಾಡಿ, ರಾಷ್ಟ್ರೀಯ ಹೆದ್ದಾರಿ ಪ್ರಾಧಿಕಾರ ರೈತರ ಹಿತ ಕಾಪಾಡಬೇಕು. 15 ದಿನಗಳ ಒಳಗೆ ಬೇಡಿಕೆ ಈಡೇರದಿದ್ದರೆ ಉಗ್ರ ಹೋರಾಟ ಮಾಡಲಾಗುವುದು ಎಂದು ಎಚ್ಚರಿಸಿದರು. ಈ ಸಂದರ್ಭದಲ್ಲಿ ರೈತ ಮುಖಂಡರು ಹಾಗೂ ಗ್ರಾಮಸ್ಥರು ಉಪಸ್ಥಿತರಿದ್ದರು.: [956, 1621, 1490, 1749]
- app-store-badge[interactable]: [778, 1903, 923, 1936]
- water-body-left: ಲಕ್ಷ್ಮೇಶ್ವರ,ಅ.29: ಪಟ್ಟಣದಲ್ಲಿ ಕಳೆದ ಅನೇಕ ದಿನಗಳಿಂದ ಸಮರ್ಪಕವಾಗಿ ನೀರು ಪೂರೈಕೆ ಆಗುತ್ತಿಲ್ಲ ಎಂದು ಆಕ್ರೋಶ ವ್ಯಕ್ತಪಡಿಸಿ ಮಂಗಳವಾರ ಮಹಿಳೆಯರು ಸೇರಿದಂತೆ 14 ನೇ ವಾರ್ಡಿನ್ ನಿವಾಸಿಗರು ಪುರಸಭೆಗೆ ಬಂದು ಡಿಢೀರ್ ಪ್ರತಿಭಟನೆ ಮಾಡಿದ ಘಟನೆ ಜರುಗಿದೆ. 14 ನೇ ವಾರ್ಡ್ ಸೇರಿದಂತೆ ಪಟ್ಟಣದಲ್ಲಿನ ಸರಬರಾಜು ವ್ಯವಸ್ಥೆ ಅಸಮರ್ಪಕವಾಗಿದ್ದು ನಿರಂತರ ನೀರು ಪೂರೈಕೆ ಯೋಜನೆಯಡಿ ಕುಡಿಯುವ ನೀರಿನ ಪೂರೈಕೆ ಆಗದೆ ಗಲ್ಲಿ ಗಲ್ಲಿ ಅಲೆದಾಡುವ ಸ್ಥಿತಿ ಇದೆ ಎಂದು ಹೇಳಿದರು.: [593, 317, 767, 509]
- google-play-big: Google Play: [642, 1915, 731, 1931]
- rabies-headline-2: ಎಕ್ಸಪೋಸರ್ ಪ್ರೋಫೈಲ್ಯಾಕ್ಸಿಸ್ ಲಸಿಕೆ: [1057, 782, 1389, 816]
- header-email: contact@sanjevani.com: [1345, 139, 1488, 153]
- protest-photo: [771, 317, 1304, 603]
